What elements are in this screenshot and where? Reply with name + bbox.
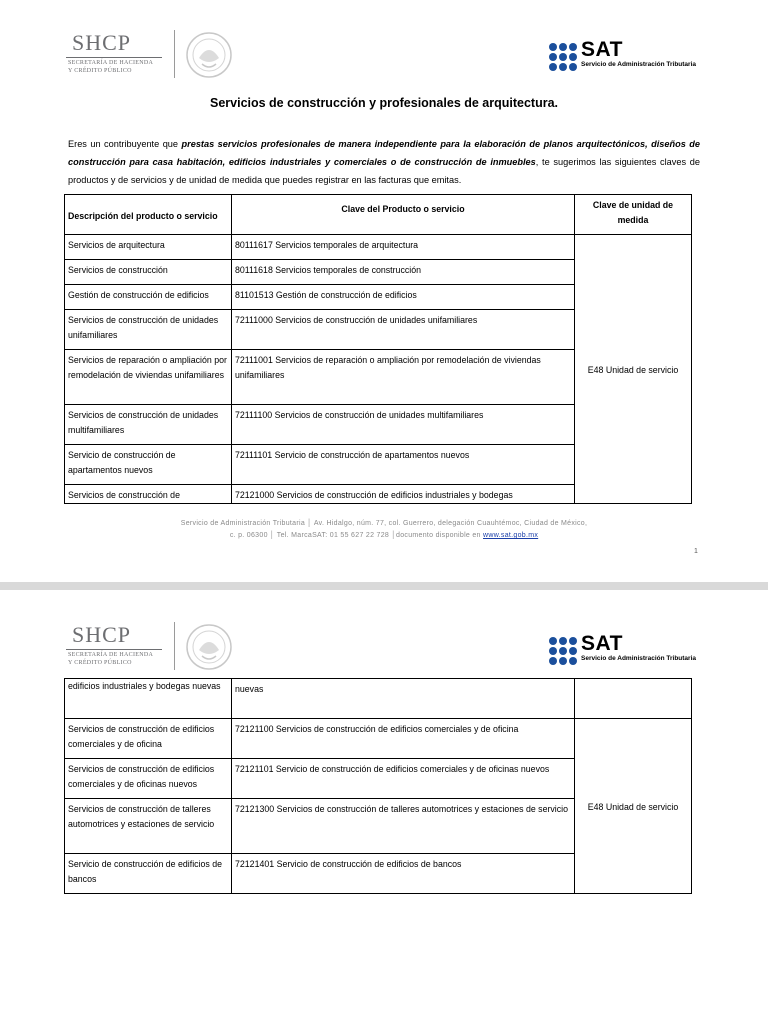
row-clave: 72111100 Servicios de construcción de unidades multifamiliares bbox=[232, 405, 575, 445]
row-clave: 72111000 Servicios de construcción de unidades unifamiliares bbox=[232, 310, 575, 350]
row-clave: 80111618 Servicios temporales de construcción bbox=[232, 260, 575, 285]
shcp-subtitle-1: SECRETARÍA DE HACIENDA bbox=[68, 652, 154, 658]
shcp-subtitle-2: Y CRÉDITO PÚBLICO bbox=[68, 68, 132, 74]
row-clave: 80111617 Servicios temporales de arquitectura bbox=[232, 235, 575, 260]
row-description: Servicios de construcción de unidades unifamiliares bbox=[65, 310, 232, 350]
intro-part-1: Eres un contribuyente que bbox=[68, 139, 182, 149]
header-description: Descripción del producto o servicio bbox=[65, 195, 232, 235]
row-clave: 72111001 Servicios de reparación o ampliación por remodelación de viviendas unifamiliares bbox=[232, 350, 575, 405]
sat-logo bbox=[548, 632, 718, 670]
intro-paragraph bbox=[68, 135, 700, 189]
coat-of-arms-icon bbox=[184, 30, 234, 80]
shcp-subtitle-2: Y CRÉDITO PÚBLICO bbox=[68, 660, 132, 666]
row-clave: 72121100 Servicios de construcción de edificios comerciales y de oficina bbox=[232, 719, 575, 759]
row-description: Servicios de construcción de bbox=[65, 485, 232, 504]
footer-address: c. p. 06300 │ Tel. MarcaSAT: 01 55 627 22 728 │documento disponible en bbox=[229, 532, 483, 539]
sat-dots-icon bbox=[548, 636, 578, 666]
shcp-logo bbox=[66, 622, 238, 674]
sat-website-link[interactable]: www.sat.gob.mx bbox=[483, 532, 539, 539]
sat-dots-icon bbox=[548, 42, 578, 72]
row-description: Servicio de construcción de apartamentos nuevos bbox=[65, 445, 232, 485]
row-description: Servicios de construcción bbox=[65, 260, 232, 285]
sat-subtitle: Servicio de Administración Tributaria bbox=[581, 61, 696, 68]
row-description: Gestión de construcción de edificios bbox=[65, 285, 232, 310]
row-description: Servicios de construcción de talleres automotrices y estaciones de servicio bbox=[65, 799, 232, 854]
row-description: Servicios de construcción de edificios comerciales y de oficinas nuevos bbox=[65, 759, 232, 799]
intro-emphasis: prestas servicios profesionales de manera independiente para la elaboración de planos arquitectónicos, diseños de construcción para casa habitación, edificios industriales y comerciales o de construcción de inmuebles bbox=[68, 139, 701, 167]
row-clave: 81101513 Gestión de construcción de edificios bbox=[232, 285, 575, 310]
unit-cell: E48 Unidad de servicio bbox=[575, 719, 692, 894]
shcp-name: SHCP bbox=[72, 622, 132, 647]
sat-logo bbox=[548, 38, 718, 76]
row-description: Servicios de reparación o ampliación por remodelación de viviendas unifamiliares bbox=[65, 350, 232, 405]
sat-name: SAT bbox=[581, 632, 623, 655]
row-description: Servicio de construcción de edificios de bancos bbox=[65, 854, 232, 894]
shcp-subtitle-1: SECRETARÍA DE HACIENDA bbox=[68, 60, 154, 66]
logo-divider bbox=[174, 30, 175, 78]
shcp-rule bbox=[66, 57, 162, 58]
unit-cell-empty bbox=[575, 679, 692, 719]
table-row bbox=[65, 719, 692, 759]
row-clave: nuevas bbox=[232, 679, 575, 719]
table-row bbox=[65, 235, 692, 260]
footer-line-1: Servicio de Administración Tributaria │ Av. Hidalgo, núm. 77, col. Guerrero, delegación Cuauhtémoc, Ciudad de México, bbox=[180, 520, 588, 527]
header-clave: Clave del Producto o servicio bbox=[232, 195, 575, 235]
document-title: Servicios de construcción y profesionales de arquitectura. bbox=[209, 96, 559, 110]
page-footer bbox=[0, 518, 768, 542]
intro-part-3: , te sugerimos las siguientes claves de productos y de servicios y de unidad de medida que puedes registrar en las facturas que emitas. bbox=[68, 157, 700, 185]
table-row bbox=[65, 679, 692, 719]
codes-table-2 bbox=[64, 678, 692, 894]
row-clave: 72121000 Servicios de construcción de edificios industriales y bodegas bbox=[232, 485, 575, 504]
sat-subtitle: Servicio de Administración Tributaria bbox=[581, 655, 696, 662]
row-description: Servicios de construcción de unidades multifamiliares bbox=[65, 405, 232, 445]
row-clave: 72121101 Servicio de construcción de edificios comerciales y de oficinas nuevos bbox=[232, 759, 575, 799]
row-clave: 72121401 Servicio de construcción de edificios de bancos bbox=[232, 854, 575, 894]
coat-of-arms-icon bbox=[184, 622, 234, 672]
footer-line-2 bbox=[0, 530, 768, 542]
sat-name: SAT bbox=[581, 38, 623, 61]
codes-table-1 bbox=[64, 194, 692, 504]
row-clave: 72121300 Servicios de construcción de talleres automotrices y estaciones de servicio bbox=[232, 799, 575, 854]
shcp-rule bbox=[66, 649, 162, 650]
shcp-logo bbox=[66, 30, 238, 82]
row-description: Servicios de arquitectura bbox=[65, 235, 232, 260]
row-clave: 72111101 Servicio de construcción de apartamentos nuevos bbox=[232, 445, 575, 485]
unit-cell: E48 Unidad de servicio bbox=[575, 235, 692, 504]
header-unidad: Clave de unidad de medida bbox=[575, 195, 692, 235]
table-header-row bbox=[65, 195, 692, 235]
row-description: Servicios de construcción de edificios comerciales y de oficina bbox=[65, 719, 232, 759]
shcp-name: SHCP bbox=[72, 30, 132, 55]
logo-divider bbox=[174, 622, 175, 670]
page-number: 1 bbox=[694, 548, 698, 555]
row-description: edificios industriales y bodegas nuevas bbox=[65, 679, 232, 719]
